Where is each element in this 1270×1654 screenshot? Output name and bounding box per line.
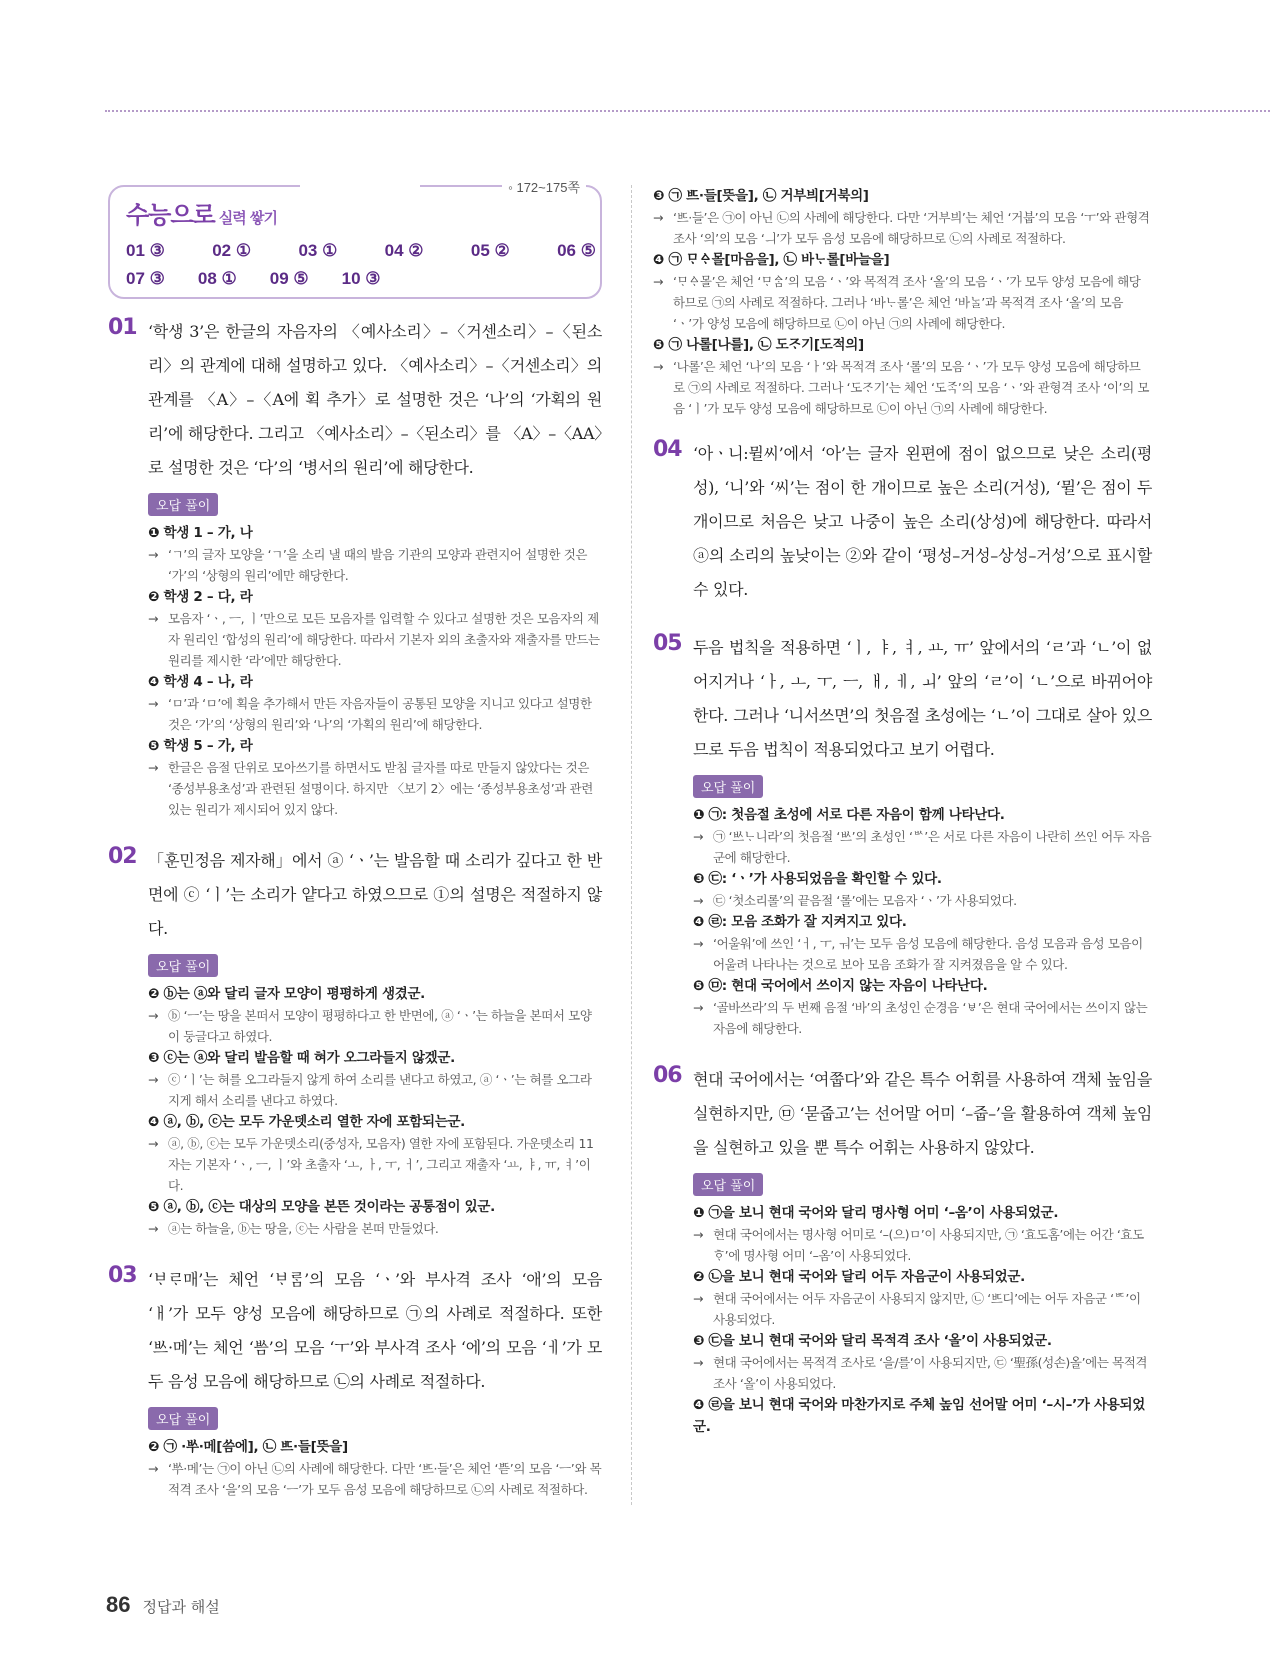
question-explanation: 두음 법칙을 적용하면 ‘ㅣ, ㅑ, ㅕ, ㅛ, ㅠ’ 앞에서의 ‘ㄹ’과 ‘ㄴ’이 없어지거나 ‘ㅏ, ㅗ, ㅜ, ㅡ, ㅐ, ㅔ, ㅚ’ 앞의 ‘ㄹ’이 ‘ㄴ’으로 바뀌어야 한다. 그러나 ‘니서쓰면’의 첫음절 초성에는 ‘ㄴ’이 그대로 살아 있으므로 두음 법칙이 적용되었다고 보기 어렵다. <box>693 638 1152 759</box>
answer-key-box <box>108 180 602 299</box>
question-number: 05 <box>653 631 682 656</box>
answer-item: 02 ① <box>212 241 252 260</box>
answer-box-subtitle: 실력 쌓기 <box>218 209 277 227</box>
question-03 <box>108 1263 602 1500</box>
answer-grid <box>126 241 596 297</box>
option-heading: ❸ ㉢을 보니 현대 국어와 달리 목적격 조사 ‘올’이 사용되었군. <box>693 1333 1052 1349</box>
footer-label: 정답과 해설 <box>142 1598 220 1616</box>
answer-item: 07 ③ <box>126 269 165 288</box>
answer-item: 08 ① <box>197 269 237 288</box>
answer-item: 06 ⑤ <box>557 241 596 260</box>
wrong-answer-tag: 오답 풀이 <box>148 954 218 977</box>
question-05 <box>653 631 1152 1039</box>
option-explanation: → ‘ㄱ’의 글자 모양을 ‘ㄱ’을 소리 낼 때의 발음 기관의 모양과 관련지어 설명한 것은 ‘가’의 ‘상형의 원리’에만 해당한다. <box>148 547 588 583</box>
option-heading: ❸ ㉢: ‘ㆍ’가 사용되었음을 확인할 수 있다. <box>693 871 942 887</box>
option-explanation: → ‘나롤’은 체언 ‘나’의 모음 ‘ㅏ’와 목적격 조사 ‘롤’의 모음 ‘ㆍ’가 모두 양성 모음에 해당하므로 ㉠의 사례로 적절하다. 그러나 ‘도ᄌᆞ기’는 체언 ‘도ᄌᆞᆨ’의 모음 ‘ㆍ’와 관형격 조사 ‘이’의 모음 ‘ㅣ’가 모두 양성 모음에 해당하므로 ㉡이 아닌 ㉠의 사례에 해당한다. <box>653 359 1149 416</box>
right-column <box>653 185 1152 1462</box>
option-explanation: → ‘ᄠᅳ·들’은 ㉠이 아닌 ㉡의 사례에 해당한다. 다만 ‘거부븨’는 체언 ‘거붑’의 모음 ‘ㅜ’와 관형격 조사 ‘의’의 모음 ‘ㅢ’가 모두 음성 모음에 해당하므로 ㉡의 사례로 적절하다. <box>653 210 1150 246</box>
answer-item: 09 ⑤ <box>269 269 309 288</box>
answer-item: 03 ① <box>298 241 338 260</box>
option-heading: ❷ ㉡을 보니 현대 국어와 달리 어두 자음군이 사용되었군. <box>693 1269 1025 1285</box>
option-heading: ❺ ⓐ, ⓑ, ⓒ는 대상의 모양을 본뜬 것이라는 공통점이 있군. <box>148 1199 495 1215</box>
question-04 <box>653 437 1152 607</box>
question-number: 06 <box>653 1063 682 1088</box>
option-explanation: → ‘어울워’에 쓰인 ‘ㅓ, ㅜ, ㅝ’는 모두 음성 모음에 해당한다. 음성 모음과 음성 모음이 어울려 나타나는 것으로 보아 모음 조화가 잘 지켜졌음을 알 수 있다. <box>693 936 1143 972</box>
wrong-answer-tag: 오답 풀이 <box>148 493 218 516</box>
top-dotted-rule <box>105 110 1270 112</box>
answer-box-title: 수능으로 실력 쌓기 <box>126 201 277 229</box>
option-explanation: → ‘ᄡᅮ·메’는 ㉠이 아닌 ㉡의 사례에 해당한다. 다만 ‘ᄠᅳ·들’은 체언 ‘ᄠᅳᆮ’의 모음 ‘ㅡ’와 목적격 조사 ‘을’의 모음 ‘ㅡ’가 모두 음성 모음에 해당하므로 ㉡의 사례로 적절하다. <box>148 1461 602 1497</box>
option-heading: ❷ 학생 2 – 다, 라 <box>148 589 253 605</box>
left-column <box>108 180 602 1524</box>
page-footer <box>106 1592 220 1618</box>
option-heading: ❺ ㉠ 나롤[나를], ㉡ 도ᄌᆞ기[도적의] <box>653 337 864 353</box>
option-explanation: → ㉠ ‘ᄡᅳᄂᆞ니라’의 첫음절 ‘ᄡᅳ’의 초성인 ‘ᄡ’은 서로 다른 자음이 나란히 쓰인 어두 자음군에 해당한다. <box>693 829 1152 865</box>
question-number: 02 <box>108 844 137 869</box>
option-heading: ❹ ㉠ ᄆᆞᅀᆞ몰[마음을], ㉡ 바ᄂᆞ롤[바늘을] <box>653 252 890 268</box>
option-explanation: → 현대 국어에서는 어두 자음군이 사용되지 않지만, ㉡ ‘ᄠᅳ디’에는 어두 자음군 ‘ᄠ’이 사용되었다. <box>693 1291 1141 1327</box>
option-explanation: → ‘ㅁ’과 ‘ㅁ’에 획을 추가해서 만든 자음자들이 공통된 모양을 지니고 있다고 설명한 것은 ‘가’의 ‘상형의 원리’와 ‘나’의 ‘가획의 원리’에 해당한다. <box>148 696 592 732</box>
question-number: 04 <box>653 437 682 462</box>
option-explanation: → ‘골바쓰라’의 두 번째 음절 ‘바’의 초성인 순경음 ‘ㅸ’은 현대 국어에서는 쓰이지 않는 자음에 해당한다. <box>693 1000 1148 1036</box>
option-heading: ❹ ㉣을 보니 현대 국어와 마찬가지로 주체 높임 선어말 어미 ‘–시–’가 사용되었군. <box>693 1397 1146 1435</box>
option-heading: ❶ 학생 1 – 가, 나 <box>148 525 253 541</box>
option-heading: ❹ ⓐ, ⓑ, ⓒ는 모두 가운뎃소리 열한 자에 포함되는군. <box>148 1114 466 1130</box>
wrong-answer-tag: 오답 풀이 <box>693 775 763 798</box>
option-heading: ❺ 학생 5 – 가, 라 <box>148 738 253 754</box>
question-explanation: 현대 국어에서는 ‘여쭙다’와 같은 특수 어휘를 사용하여 객체 높임을 실현하지만, ㉤ ‘묻줍고’는 선어말 어미 ‘–줍–’을 활용하여 객체 높임을 실현하고 있을 뿐 특수 어휘는 사용하지 않았다. <box>693 1070 1152 1157</box>
answer-item: 01 ③ <box>126 241 165 260</box>
option-explanation: → 현대 국어에서는 목적격 조사로 ‘을/를’이 사용되지만, ㉢ ‘聖孫(성손)올’에는 목적격 조사 ‘올’이 사용되었다. <box>693 1355 1148 1391</box>
option-heading: ❸ ㉠ ᄠᅳ·들[뜻을], ㉡ 거부븨[거북의] <box>653 188 869 204</box>
option-explanation: → ⓐ, ⓑ, ⓒ는 모두 가운뎃소리(중성자, 모음자) 열한 자에 포함된다. 가운뎃소리 11자는 기본자 ‘ㆍ, ㅡ, ㅣ’와 초출자 ‘ㅗ, ㅏ, ㅜ, ㅓ’, 그리고 재출자 ‘ㅛ, ㅑ, ㅠ, ㅕ’이다. <box>148 1136 594 1193</box>
option-heading: ❶ ㉠: 첫음절 초성에 서로 다른 자음이 함께 나타난다. <box>693 807 1005 823</box>
question-explanation: ‘ᄇᆞᄅᆞ매’는 체언 ‘ᄇᆞᄅᆞᆷ’의 모음 ‘ㆍ’와 부사격 조사 ‘애’의 모음 ‘ㅐ’가 모두 양성 모음에 해당하므로 ㉠의 사례로 적절하다. 또한 ‘ᄡᅳ·메’는 체언 ‘ᄡᅳᆷ’의 모음 ‘ㅜ’와 부사격 조사 ‘에’의 모음 ‘ㅔ’가 모두 음성 모음에 해당하므로 ㉡의 사례로 적절하다. <box>148 1270 602 1391</box>
page-number: 86 <box>106 1592 131 1617</box>
option-explanation: → 모음자 ‘ㆍ, ㅡ, ㅣ’만으로 모든 모음자를 입력할 수 있다고 설명한 것은 모음자의 제자 원리인 ‘합성의 원리’에 해당한다. 따라서 기본자 외의 초출자와 재출자를 만드는 원리를 제시한 ‘라’에만 해당한다. <box>148 611 600 668</box>
question-explanation: ‘아ㆍ니:뮐씨’에서 ‘아’는 글자 왼편에 점이 없으므로 낮은 소리(평성), ‘니’와 ‘씨’는 점이 한 개이므로 높은 소리(거성), ‘뮐’은 점이 두 개이므로 처음은 낮고 나중이 높은 소리(상성)에 해당한다. 따라서 ⓐ의 소리의 높낮이는 ②와 같이 ‘평성–거성–상성–거성’으로 표시할 수 있다. <box>693 444 1152 599</box>
question-number: 01 <box>108 315 137 340</box>
question-06 <box>653 1063 1152 1438</box>
question-explanation: ‘학생 3’은 한글의 자음자의 〈예사소리〉–〈거센소리〉–〈된소리〉의 관계에 대해 설명하고 있다. 〈예사소리〉–〈거센소리〉의 관계를 〈A〉–〈A에 획 추가〉로 설명한 것은 ‘나’의 ‘가획의 원리’에 해당한다. 그리고 〈예사소리〉–〈된소리〉를 〈A〉–〈AA〉로 설명한 것은 ‘다’의 ‘병서의 원리’에 해당한다. <box>148 322 602 477</box>
option-explanation: → 한글은 음절 단위로 모아쓰기를 하면서도 받침 글자를 따로 만들지 않았다는 것은 ‘종성부용초성’과 관련된 설명이다. 하지만 〈보기 2〉에는 ‘종성부용초성’과 관련 있는 원리가 제시되어 있지 않다. <box>148 760 593 817</box>
question-01 <box>108 315 602 820</box>
answer-item: 05 ② <box>470 241 510 260</box>
option-heading: ❸ ⓒ는 ⓐ와 달리 발음할 때 혀가 오그라들지 않겠군. <box>148 1050 455 1066</box>
column-divider <box>631 185 632 1505</box>
answer-item: 10 ③ <box>341 269 381 288</box>
question-02 <box>108 844 602 1239</box>
option-explanation: → ⓑ ‘ㅡ’는 땅을 본떠서 모양이 평평하다고 한 반면에, ⓐ ‘ㆍ’는 하늘을 본떠서 모양이 둥글다고 하였다. <box>148 1008 592 1044</box>
option-heading: ❹ ㉣: 모음 조화가 잘 지켜지고 있다. <box>693 914 907 930</box>
question-number: 03 <box>108 1263 137 1288</box>
answer-item: 04 ② <box>384 241 424 260</box>
option-explanation: → 현대 국어에서는 명사형 어미로 ‘–(으)ㅁ’이 사용되지만, ㉠ ‘효도홈’에는 어간 ‘효도ᄒᆞ’에 명사형 어미 ‘–옴’이 사용되었다. <box>693 1227 1144 1263</box>
option-heading: ❹ 학생 4 – 나, 라 <box>148 674 253 690</box>
wrong-answer-tag: 오답 풀이 <box>148 1407 218 1430</box>
option-heading: ❺ ㉤: 현대 국어에서 쓰이지 않는 자음이 나타난다. <box>693 978 988 994</box>
option-heading: ❶ ㉠을 보니 현대 국어와 달리 명사형 어미 ‘–옴’이 사용되었군. <box>693 1205 1059 1221</box>
option-explanation: → ⓒ ‘ㅣ’는 혀를 오그라들지 않게 하여 소리를 낸다고 하였고, ⓐ ‘ㆍ’는 혀를 오그라지게 해서 소리를 낸다고 하였다. <box>148 1072 592 1108</box>
option-explanation: → ‘ᄆᆞᅀᆞ몰’은 체언 ‘ᄆᆞᅀᆞᆷ’의 모음 ‘ㆍ’와 목적격 조사 ‘올’의 모음 ‘ㆍ’가 모두 양성 모음에 해당하므로 ㉠의 사례로 적절하다. 그러나 ‘바ᄂᆞ롤’은 체언 ‘바ᄂᆞᆯ’과 목적격 조사 ‘올’의 모음 ‘ㆍ’가 양성 모음에 해당하므로 ㉡이 아닌 ㉠의 사례에 해당한다. <box>653 274 1141 331</box>
option-heading: ❷ ㉠ ·ᄡᅮ·메[씀에], ㉡ ᄠᅳ·들[뜻을] <box>148 1439 348 1455</box>
option-explanation: → ⓐ는 하늘을, ⓑ는 땅을, ⓒ는 사람을 본떠 만들었다. <box>148 1221 439 1236</box>
page-reference: ◦ 172~175쪽 <box>502 177 586 196</box>
question-03-continued <box>653 185 1152 419</box>
question-explanation: 「훈민정음 제자해」에서 ⓐ ‘ㆍ’는 발음할 때 소리가 깊다고 한 반면에 ⓒ ‘ㅣ’는 소리가 얕다고 하였으므로 ①의 설명은 적절하지 않다. <box>148 851 602 938</box>
wrong-answer-tag: 오답 풀이 <box>693 1173 763 1196</box>
option-heading: ❷ ⓑ는 ⓐ와 달리 글자 모양이 평평하게 생겼군. <box>148 986 426 1002</box>
answer-row <box>126 269 596 289</box>
answer-row <box>126 241 596 261</box>
option-explanation: → ㉢ ‘첫소리롤’의 끝음절 ‘롤’에는 모음자 ‘ㆍ’가 사용되었다. <box>693 893 1017 908</box>
